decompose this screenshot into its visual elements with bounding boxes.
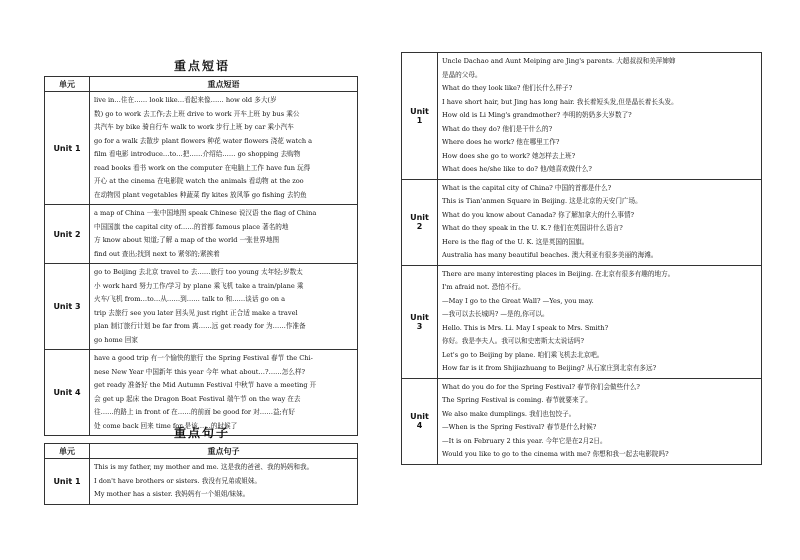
table-row [45, 205, 358, 264]
content-line: 往……的路上 in front of 在……的前面 be good for 对……益;有好 [94, 408, 295, 416]
content-line: 中国国旗 the capital city of……的首都 famous place 著名的地 [94, 222, 289, 231]
content-line: Uncle Dachao and Aunt Meiping are Jing's parents. 大超叔叔和美萍婶婶 [442, 57, 676, 65]
unit-column-header: 单元 [45, 444, 90, 459]
content-cell [90, 92, 358, 205]
content-line: What do they speak in the U. K.? 他们在英国讲什么语言? [442, 224, 623, 232]
content-line: What does he/she like to do? 他/她喜欢做什么? [442, 165, 592, 173]
content-line: Hello. This is Mrs. Li. May I speak to Mrs. Smith? [442, 323, 609, 332]
content-line: go home 回家 [94, 335, 138, 344]
content-line: What do you do for the Spring Festival? 春节你们会做些什么? [442, 382, 640, 391]
phrases-section-title: 重点短语 [174, 59, 231, 73]
key-sentences-table-left [44, 443, 358, 505]
content-cell [90, 264, 358, 350]
unit-label: Unit 2 [45, 205, 90, 264]
content-line: I'm afraid not. 恐怕不行。 [442, 283, 525, 291]
content-line: Where does he work? 他在哪里工作? [442, 138, 560, 146]
unit-label: Unit 2 [402, 179, 438, 265]
content-cell [90, 205, 358, 264]
content-line: 会 get up 起床 the Dragon Boat Festival 端午节 on the way 在去 [94, 394, 301, 403]
content-line: —When is the Spring Festival? 春节是什么时候? [442, 423, 597, 431]
content-line: There are many interesting places in Beijing. 在北京有很多有趣的地方。 [442, 269, 675, 278]
unit-label: Unit 3 [402, 265, 438, 378]
content-line: nese New Year 中国新年 this year 今年 what about…?……怎么样? [94, 367, 306, 376]
content-line: read books 看书 work on the computer 在电脑上工作 have fun 玩得 [94, 163, 311, 172]
phrases-column-header: 重点短语 [90, 77, 358, 92]
unit-label: Unit 4 [402, 378, 438, 464]
content-line: Let's go to Beijing by plane. 咱们乘飞机去北京吧。 [442, 350, 604, 359]
content-line: How far is it from Shijiazhuang to Beijing? 从石家庄到北京有多远? [442, 364, 657, 372]
sentences-section-title: 重点句子 [174, 426, 231, 440]
table-row [402, 265, 762, 378]
content-line: 开心 at the cinema 在电影院 watch the animals 看动物 at the zoo [94, 177, 304, 185]
content-line: film 看电影 introduce…to…把……介绍给…… go shopping 去购物 [94, 150, 301, 158]
content-cell [438, 179, 762, 265]
unit-label: Unit 1 [45, 459, 90, 505]
content-line: 在动物园 plant vegetables 种蔬菜 fly kites 放风筝 go fishing 去钓鱼 [94, 190, 307, 199]
unit-label: Unit 1 [402, 53, 438, 180]
table-row [402, 53, 762, 180]
content-line: 小 work hard 努力工作/学习 by plane 乘飞机 take a train/plane 乘 [94, 281, 304, 290]
content-cell [438, 378, 762, 464]
content-line: get ready 准备好 the Mid Autumn Festival 中秋节 have a meeting 开 [94, 381, 317, 389]
content-line: Would you like to go to the cinema with me? 你想和我一起去电影院吗? [442, 450, 669, 458]
content-line: 方 know about 知道;了解 a map of the world 一张世界地图 [94, 236, 280, 244]
content-cell [90, 459, 358, 505]
table-row [45, 350, 358, 436]
table-row [45, 459, 358, 505]
content-line: What do they do? 他们是干什么的? [442, 124, 553, 133]
content-cell [90, 350, 358, 436]
unit-column-header: 单元 [45, 77, 90, 92]
key-sentences-table-right [401, 52, 762, 465]
sentences-column-header: 重点句子 [90, 444, 358, 459]
table-header-row [45, 444, 358, 459]
content-line: have a good trip 有一个愉快的旅行 the Spring Festival 春节 the Chi- [94, 354, 313, 362]
content-line: My mother has a sister. 我妈妈有一个姐姐/妹妹。 [94, 490, 250, 498]
content-line: What do you know about Canada? 你了解加拿大的什么事情? [442, 210, 635, 219]
content-line: 是晶的父母。 [442, 70, 482, 79]
content-line: The Spring Festival is coming. 春节就要来了。 [442, 396, 592, 404]
content-line: a map of China 一张中国地图 speak Chinese 说汉语 the flag of China [94, 209, 317, 217]
content-line: find out 查出;找到 next to 紧邻的;紧挨着 [94, 249, 220, 258]
content-line: go for a walk 去散步 plant flowers 种花 water flowers 浇花 watch a [94, 136, 313, 145]
unit-label: Unit 1 [45, 92, 90, 205]
content-line: Here is the flag of the U. K. 这是英国的国旗。 [442, 237, 589, 246]
content-line: trip 去旅行 see you later 回头见 just right 正合适 make a travel [94, 308, 298, 317]
table-header-row [45, 77, 358, 92]
key-phrases-table [44, 76, 358, 436]
content-line: I have short hair, but Jing has long hair. 我长着短头发,但是晶长着长头发。 [442, 97, 678, 106]
content-line: This is Tian'anmen Square in Beijing. 这是北京的天安门广场。 [442, 197, 642, 205]
content-line: 处 come back 回来 time for 是该……的时候了 [94, 421, 238, 430]
table-row [402, 378, 762, 464]
unit-label: Unit 4 [45, 350, 90, 436]
content-line: live in…住在…… look like…看起来像…… how old 多大(岁 [94, 96, 277, 104]
content-line: plan 制订旅行计划 be far from 离……远 get ready for 为……作准备 [94, 322, 306, 330]
content-line: 你好。我是李夫人。我可以和史密斯太太说话吗? [442, 337, 585, 345]
content-line: 数) go to work 去工作;去上班 drive to work 开车上班 by bus 乘公 [94, 109, 300, 118]
content-line: How old is Li Ming's grandmother? 李明的奶奶多大岁数了? [442, 111, 632, 119]
content-line: 共汽车 by bike 骑自行车 walk to work 步行上班 by car 乘小汽车 [94, 123, 294, 131]
table-row [45, 264, 358, 350]
content-line: —It is on February 2 this year. 今年它是在2月2日。 [442, 436, 607, 445]
content-line: What is the capital city of China? 中国的首都是什么? [442, 183, 612, 192]
table-row [45, 92, 358, 205]
content-line: —May I go to the Great Wall? —Yes, you may. [442, 296, 594, 305]
content-line: —我可以去长城吗? —是的,你可以。 [442, 310, 549, 318]
content-line: What do they look like? 他们长什么样子? [442, 84, 573, 92]
content-line: We also make dumplings. 我们也包饺子。 [442, 409, 576, 418]
content-cell [438, 265, 762, 378]
content-line: This is my father, my mother and me. 这是我的爸爸、我的妈妈和我。 [94, 463, 314, 471]
content-line: I don't have brothers or sisters. 我没有兄弟或姐妹。 [94, 476, 262, 485]
content-line: How does she go to work? 她怎样去上班? [442, 151, 576, 160]
content-line: go to Beijing 去北京 travel to 去……旅行 too young 太年轻;岁数太 [94, 268, 303, 276]
table-row [402, 179, 762, 265]
content-line: Australia has many beautiful beaches. 澳大利亚有很多美丽的海滩。 [442, 251, 658, 259]
content-cell [438, 53, 762, 180]
unit-label: Unit 3 [45, 264, 90, 350]
content-line: 火车/飞机 from…to…从……到…… talk to 和……谈话 go on a [94, 295, 286, 303]
